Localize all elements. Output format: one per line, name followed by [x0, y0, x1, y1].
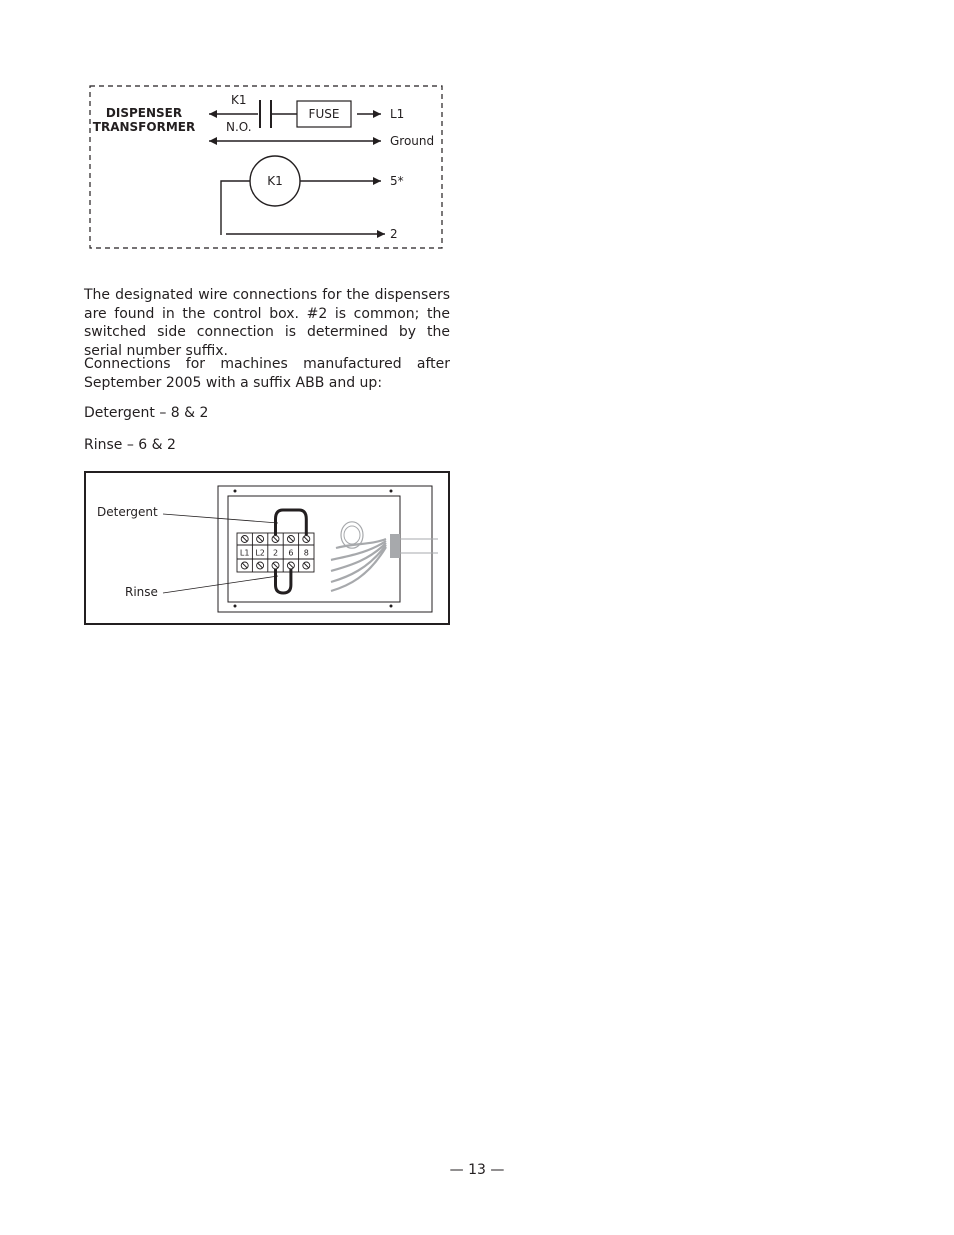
terminal-label-l2: L2: [255, 548, 265, 558]
detergent-callout-label: Detergent: [97, 505, 158, 519]
dispenser-transformer-schematic: [86, 82, 446, 252]
terminal-l1-label: L1: [390, 107, 405, 121]
coil-return-wire: [221, 181, 250, 235]
mount-screw: [234, 605, 237, 608]
terminal-label-l1: L1: [239, 548, 250, 558]
contact-k1-label: K1: [231, 93, 247, 107]
mount-screw: [390, 605, 393, 608]
terminal-ground-label: Ground: [390, 134, 435, 148]
wire-connector: [390, 534, 400, 558]
fuse-label: FUSE: [308, 107, 340, 121]
terminal-label-8: 8: [303, 548, 309, 558]
terminal-label-2: 2: [272, 548, 279, 558]
page-number: — 13 —: [449, 1162, 505, 1178]
terminal-label-6: 6: [288, 548, 294, 558]
coil-k1-label: K1: [267, 174, 283, 188]
mount-screw: [234, 490, 237, 493]
connections-suffix-paragraph: Connections for machines manufactured after September 2005 with a suffix ABB and up:: [84, 356, 450, 391]
wire-connections-paragraph: The designated wire connections for the dispensers are found in the control box. #2 is common; the switched side connection is determined by the serial number suffix.: [84, 287, 450, 359]
mount-screw: [390, 490, 393, 493]
terminal-block-figure: [84, 471, 450, 625]
rinse-callout-label: Rinse: [125, 585, 158, 599]
terminal-5-label: 5*: [390, 174, 404, 188]
transformer-label-line1: DISPENSER: [105, 106, 183, 120]
terminal-2-label: 2: [390, 227, 398, 241]
rinse-connection-line: Rinse – 6 & 2: [84, 437, 176, 453]
detergent-connection-line: Detergent – 8 & 2: [84, 405, 209, 421]
terminal-block-illustration: [86, 473, 448, 623]
contact-no-label: N.O.: [226, 120, 252, 134]
transformer-label-line2: TRANSFORMER: [92, 120, 196, 134]
